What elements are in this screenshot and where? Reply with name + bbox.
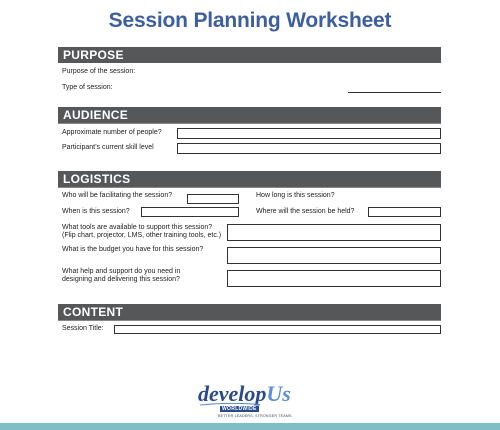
- budget-field[interactable]: [227, 247, 441, 264]
- duration-label: How long is this session?: [256, 192, 335, 199]
- number-of-people-label: Approximate number of people?: [62, 129, 162, 136]
- section-divider: [58, 320, 441, 321]
- logo-tagline: WORLDWIDE: [222, 406, 257, 412]
- where-label: Where will the session be held?: [256, 208, 355, 215]
- facilitator-field[interactable]: [187, 194, 239, 204]
- footer-band: [0, 423, 500, 430]
- support-label-cont: designing and delivering this session?: [62, 276, 180, 283]
- section-header-purpose: PURPOSE: [58, 47, 441, 63]
- logo-word-us: Us: [266, 381, 291, 406]
- facilitator-label: Who will be facilitating the session?: [62, 192, 173, 199]
- session-type-label: Type of session:: [62, 84, 113, 91]
- number-of-people-field[interactable]: [177, 128, 441, 139]
- support-label: What help and support do you need in: [62, 268, 181, 275]
- section-header-logistics: LOGISTICS: [58, 171, 441, 187]
- logo-word-develop: develop: [198, 381, 267, 406]
- section-header-audience: AUDIENCE: [58, 107, 441, 123]
- section-divider: [58, 123, 441, 124]
- tools-label-hint: (Flip chart, projector, LMS, other training tools, etc.): [62, 232, 222, 239]
- tools-field[interactable]: [227, 224, 441, 241]
- support-field[interactable]: [227, 270, 441, 287]
- where-field[interactable]: [368, 207, 441, 217]
- logo-subline: BETTER LEADERS. STRONGER TEAMS.: [218, 414, 293, 418]
- session-type-field[interactable]: [348, 92, 441, 93]
- skill-level-label: Participant’s current skill level: [62, 144, 154, 151]
- tools-label: What tools are available to support this session?: [62, 224, 213, 231]
- session-title-label: Session Title:: [62, 325, 104, 332]
- session-purpose-label: Purpose of the session:: [62, 68, 136, 75]
- when-field[interactable]: [141, 207, 239, 217]
- page-title: Session Planning Worksheet: [108, 9, 392, 32]
- developus-logo: [198, 383, 308, 419]
- section-divider: [58, 187, 441, 188]
- section-header-content: CONTENT: [58, 304, 441, 320]
- skill-level-field[interactable]: [177, 143, 441, 154]
- session-title-field[interactable]: [114, 325, 441, 334]
- when-label: When is this session?: [62, 208, 130, 215]
- budget-label: What is the budget you have for this session?: [62, 246, 204, 253]
